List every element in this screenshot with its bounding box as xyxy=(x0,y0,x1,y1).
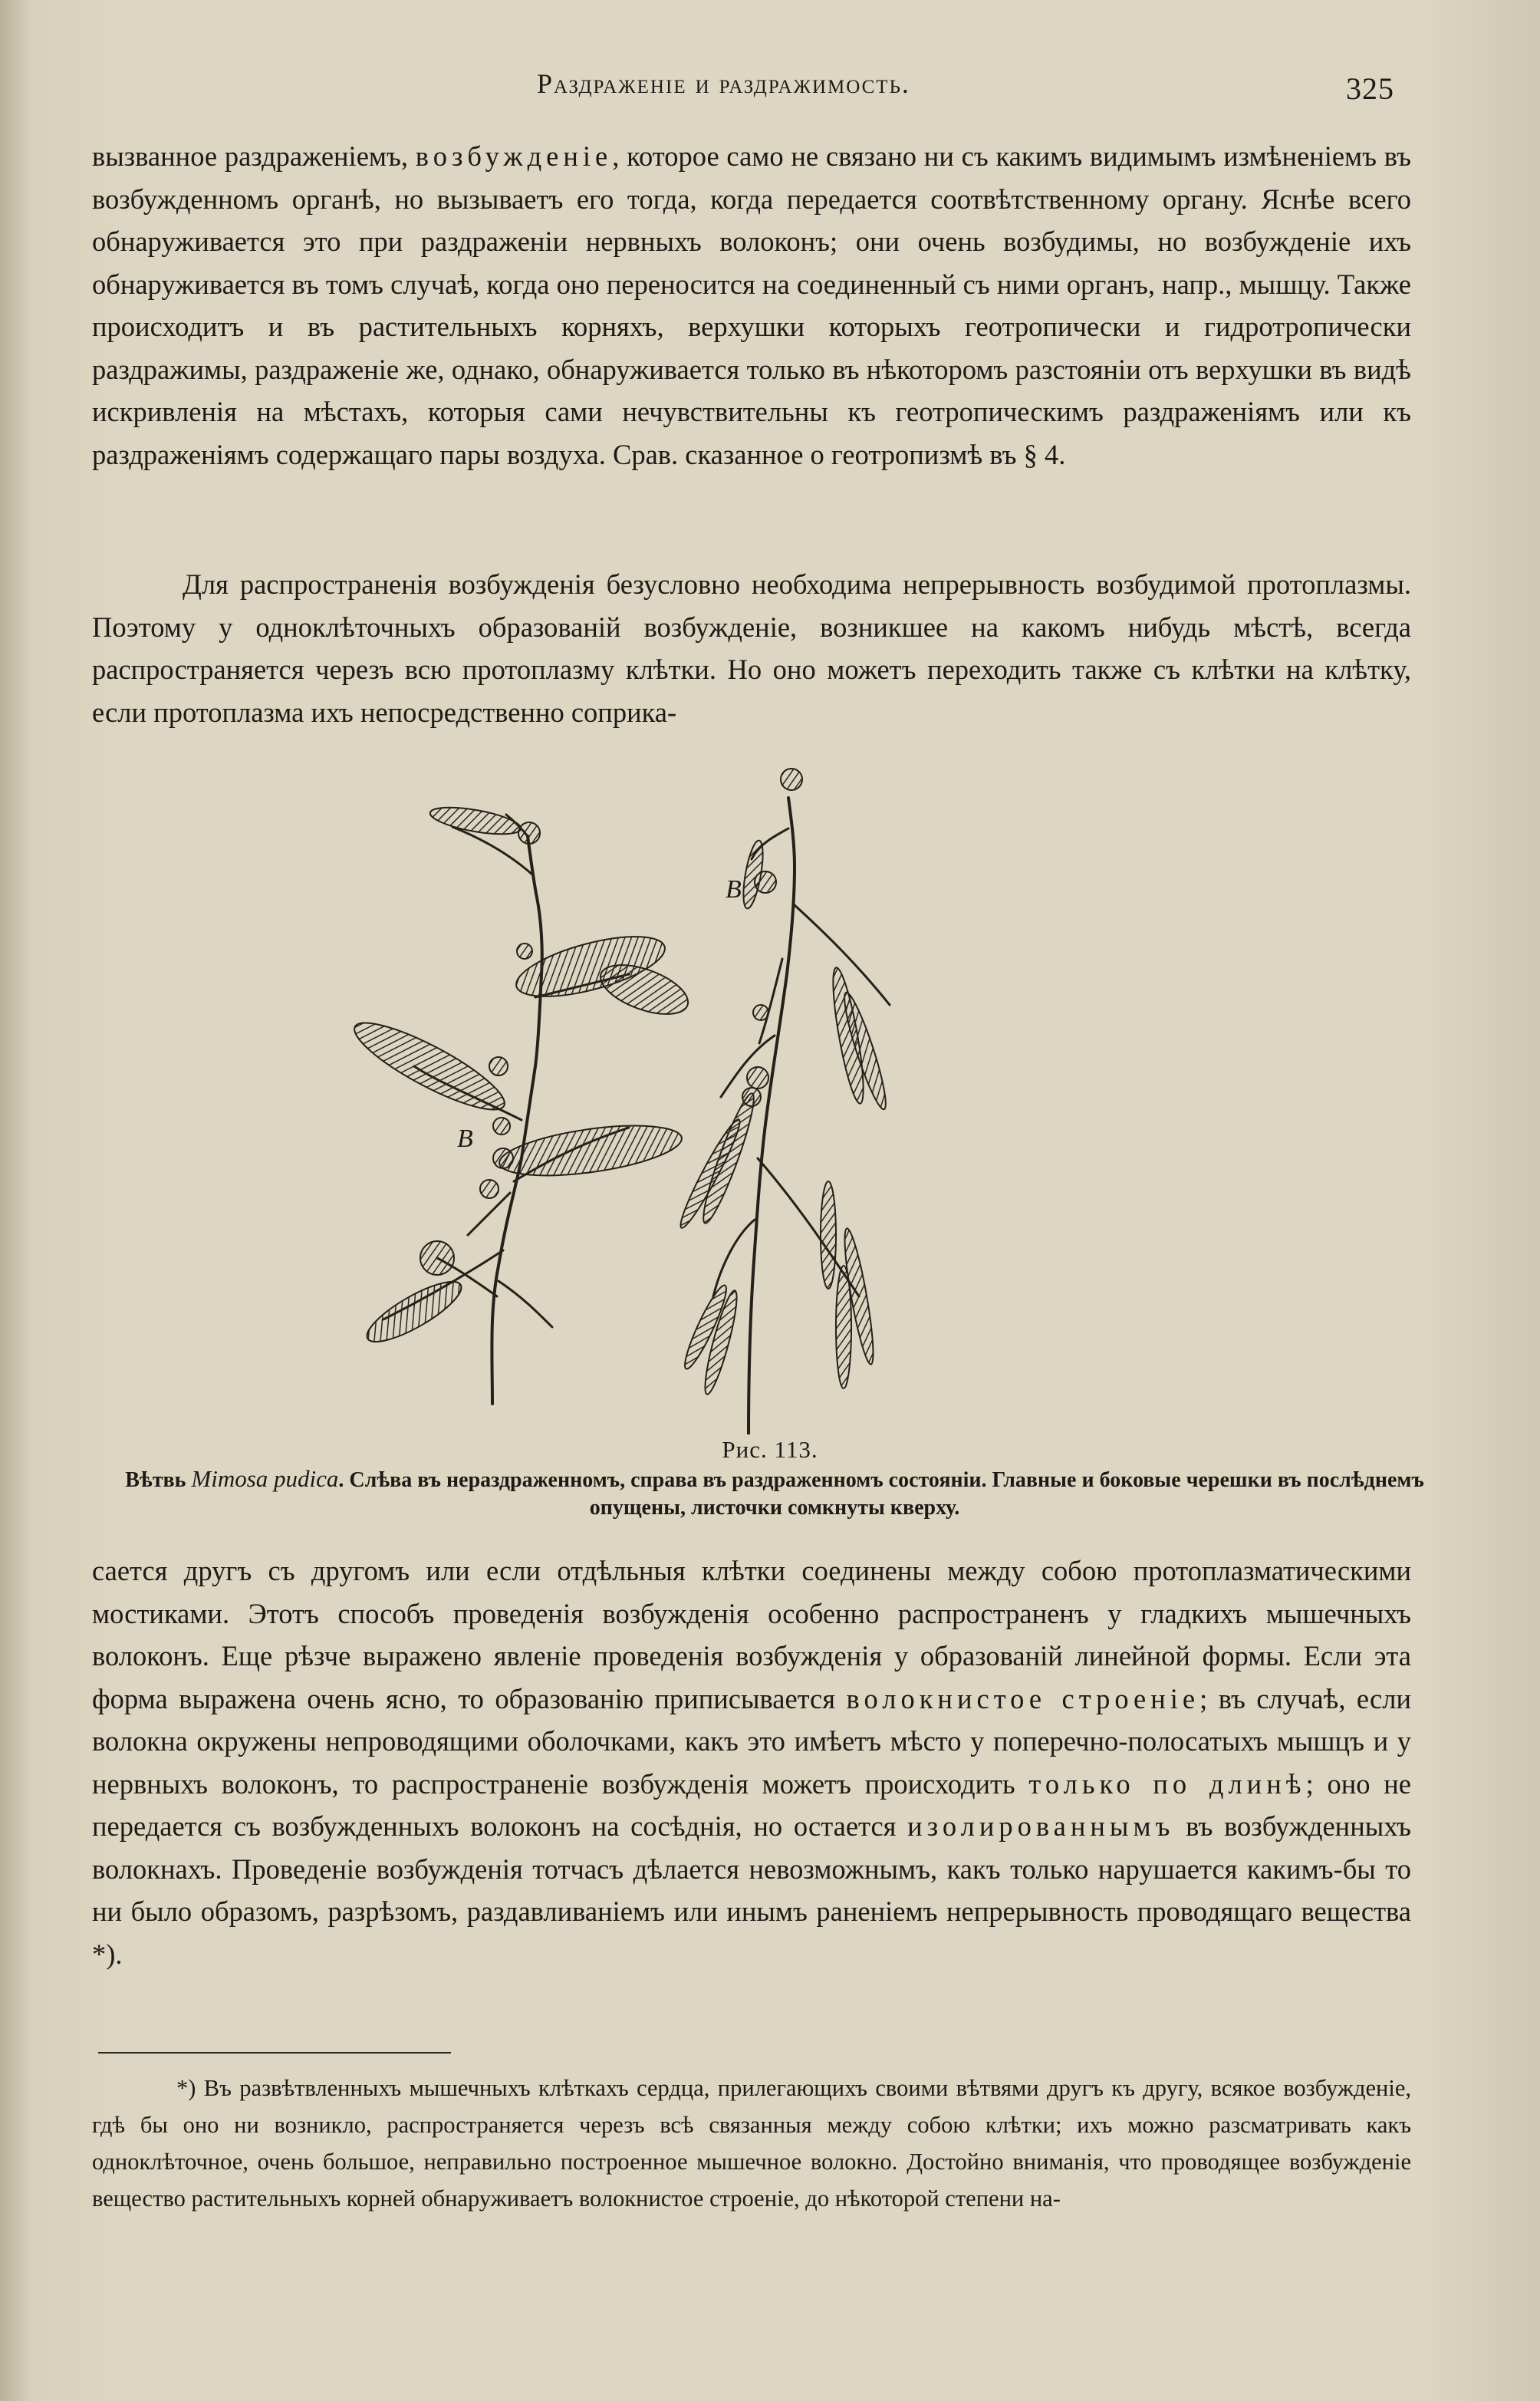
spaced-term-length: только по длинѣ xyxy=(1028,1767,1306,1800)
mimosa-illustration xyxy=(245,759,1319,1434)
paragraph-3-part-4: въ возбужденныхъ волокнахъ. Проведеніе возбужденія тотчасъ дѣлается невозможнымъ, какъ только нарушается какимъ-бы то ни было образомъ, разрѣзомъ, раздавливаніемъ или инымъ раненіемъ непрерывность проводящаго вещества *). xyxy=(92,1810,1411,1970)
paragraph-1 xyxy=(92,135,1411,476)
spaced-term-excitation: возбужденіе xyxy=(415,140,613,172)
unstimulated-leaflets xyxy=(346,802,695,1352)
caption-start: Вѣтвь xyxy=(125,1468,192,1492)
running-title: Раздраженіе и раздражимость. xyxy=(537,68,910,99)
label-b-left: В xyxy=(457,1125,473,1153)
paragraph-1-text-after: , которое само не связано ни съ какимъ видимымъ измѣненіемъ въ возбужденномъ органѣ, но вызываетъ его тогда, когда передается соотвѣтственному органу. Яснѣе всего обнаруживается это при раздраженіи нервныхъ волоконъ; они очень возбудимы, но возбужденіе ихъ обнаруживается въ томъ случаѣ, когда оно переносится на соединенный съ ними органъ, напр., мышцу. Также происходитъ и въ растительныхъ корняхъ, верхушки которыхъ геотропически и гидротропически раздражимы, раздраженіе же, однако, обнаруживается только въ нѣкоторомъ разстояніи отъ верхушки въ видѣ искривленія на мѣстахъ, которыя сами нечувствительны къ геотропическимъ раздраженіямъ или къ раздраженіямъ содержащаго пары воздуха. Срав. сказанное о геотропизмѣ въ § 4. xyxy=(92,140,1411,470)
paragraph-2: Для распространенія возбужденія безусловно необходима непрерывность возбудимой протоплазмы. Поэтому у одноклѣточныхъ образованій возбужденіе, возникшее на какомъ нибудь мѣстѣ, всегда распространяется черезъ всю протоплазму клѣтки. Но оно можетъ переходить также съ клѣтки на клѣтку, если протоплазма ихъ непосредственно соприка- xyxy=(92,568,1411,728)
caption-rest: . Слѣва въ нераздраженномъ, справа въ раздраженномъ состояніи. Главные и боковые черешки въ послѣднемъ опущены, листочки сомкнуты кверху. xyxy=(338,1468,1424,1520)
spaced-term-fibrous: волокнистое строеніе xyxy=(846,1682,1200,1714)
footnote: *) Въ развѣтвленныхъ мышечныхъ клѣткахъ сердца, прилегающихъ своими вѣтвями другъ къ другу, всякое возбужденіе, гдѣ бы оно ни возникло, распространяется черезъ всѣ связанныя между собою клѣтки; ихъ можно разсматривать какъ одноклѣточное, очень большое, неправильно построенное мышечное волокно. Достойно вниманія, что проводящее возбужденіе вещество растительныхъ корней обнаруживаетъ волокнистое строеніе, до нѣкоторой степени на- xyxy=(92,2075,1411,2212)
paragraph-3-part-3: ; оно не передается съ возбужденныхъ волоконъ на сосѣднія, но остается xyxy=(92,1767,1411,1842)
paragraph-1-text-before: вызванное раздраженіемъ, xyxy=(92,140,416,172)
footnote-rule xyxy=(98,2052,451,2054)
mimosa-figure xyxy=(245,759,1319,1434)
figure-caption xyxy=(123,1465,1426,1522)
page-number: 325 xyxy=(1346,71,1394,106)
caption-species: Mimosa pudica xyxy=(191,1465,339,1492)
paragraph-3 xyxy=(92,1550,1411,1975)
spaced-term-isolated: изолированнымъ xyxy=(907,1810,1175,1842)
stimulated-leaflets xyxy=(675,769,893,1396)
paragraph-3-part-2: ; въ случаѣ, если волокна окружены непроводящими оболочками, какъ это имѣетъ мѣсто у поперечно-полосатыхъ мышцъ и у нервныхъ волоконъ, то распространеніе возбужденія можетъ происходить xyxy=(92,1682,1411,1800)
figure-number: Рис. 113. xyxy=(722,1436,818,1463)
paragraph-3-part-1: сается другъ съ другомъ или если отдѣльныя клѣтки соединены между собою протоплазматическими мостиками. Этотъ способъ проведенія возбужденія особенно распространенъ у гладкихъ мышечныхъ волоконъ. Еще рѣзче выражено явленіе проведенія возбужденія у образованій линейной формы. Если эта форма выражена очень ясно, то образованію приписывается xyxy=(92,1555,1411,1714)
label-b-right: В xyxy=(726,875,742,904)
